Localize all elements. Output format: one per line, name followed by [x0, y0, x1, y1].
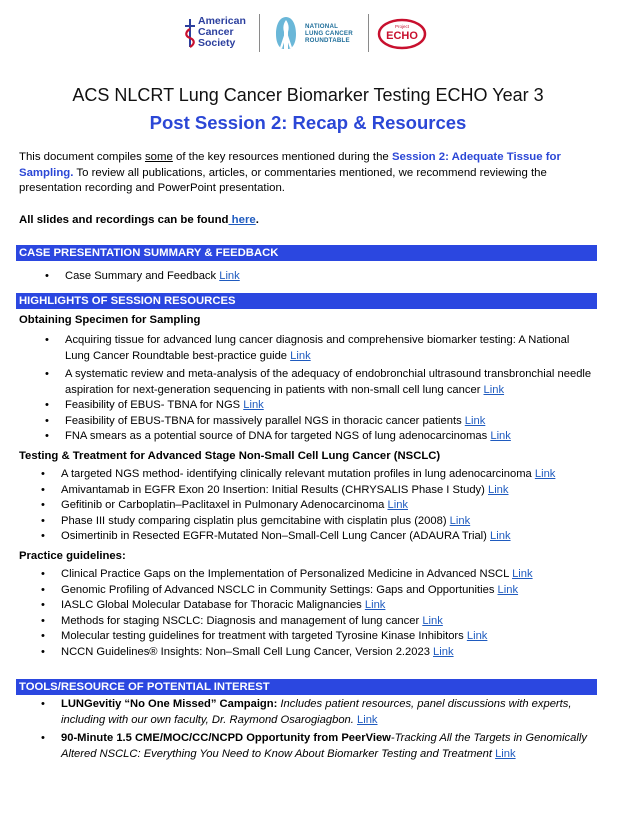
item-text: Molecular testing guidelines for treatment with targeted Tyrosine Kinase Inhibitors	[61, 630, 467, 642]
resource-link[interactable]: Link	[497, 583, 519, 596]
acs-sword-icon	[183, 18, 197, 50]
resource-link[interactable]: Link	[433, 645, 454, 658]
item-text: Amivantamab in EGFR Exon 20 Insertion: Initial Results (CHRYSALIS Phase I Study)	[61, 483, 488, 496]
resource-link[interactable]: Link	[422, 614, 443, 627]
list-item	[41, 498, 597, 514]
item-text: IASLC Global Molecular Database for Thoracic Malignancies	[61, 599, 365, 611]
list-item	[41, 731, 597, 762]
echo-logo-main: ECHO	[386, 30, 418, 42]
intro-underlined: some	[144, 151, 173, 163]
specimen-list	[45, 333, 593, 445]
resource-link[interactable]: Link	[512, 568, 533, 580]
list-item	[45, 398, 593, 414]
acs-logo-line2: Cancer	[198, 26, 234, 38]
resource-link[interactable]: Link	[290, 349, 311, 362]
intro-text-3: To review all publications, articles, or commentaries mentioned, we recommend reviewing the presentation recording and PowerPoint presentation.	[19, 166, 547, 194]
tool-description: -Tracking All the Targets in Genomically Altered NSCLC: Everything You Need to Know About Biomarker Testing and Treatment	[61, 732, 587, 760]
document-subtitle: Post Session 2: Recap & Resources	[149, 112, 467, 133]
item-text: Feasibility of EBUS- TBNA for NGS	[65, 399, 244, 411]
case-list	[45, 269, 593, 285]
item-text: Feasibility of EBUS-TBNA for massively parallel NGS in thoracic cancer patients	[65, 414, 465, 427]
project-echo-logo	[377, 18, 427, 50]
logo-divider	[368, 14, 369, 52]
resource-link[interactable]: Link	[534, 468, 556, 480]
resource-link[interactable]: Link	[495, 747, 516, 760]
all-slides-text: All slides and recordings can be found	[19, 214, 229, 226]
list-item	[41, 467, 597, 483]
resource-link[interactable]: Link	[466, 630, 488, 642]
intro-text-1: This document compiles	[19, 151, 145, 163]
resource-link[interactable]: Link	[464, 414, 486, 427]
item-text: Case Summary and Feedback	[65, 270, 220, 282]
item-text: Acquiring tissue for advanced lung cancer diagnosis and comprehensive biomarker testing: A National Lung Cancer Roundtable best-practice guide	[65, 334, 570, 362]
list-item	[41, 583, 597, 599]
item-text: Gefitinib or Carboplatin–Paclitaxel in Pulmonary Adenocarcinoma	[61, 499, 388, 511]
item-text: Genomic Profiling of Advanced NSCLC in Community Settings: Gaps and Opportunities	[61, 583, 498, 596]
tool-title: LUNGevitiy “No One Missed” Campaign:	[61, 698, 278, 710]
logo-divider	[259, 14, 260, 52]
intro-paragraph	[19, 150, 589, 197]
resource-link[interactable]: Link	[357, 713, 378, 726]
acs-logo-line1: American	[198, 15, 246, 27]
item-text: FNA smears as a potential source of DNA for targeted NGS of lung adenocarcinomas	[65, 430, 491, 442]
resource-link[interactable]: Link	[490, 430, 511, 442]
list-item	[41, 598, 597, 614]
resource-link[interactable]: Link	[387, 499, 409, 511]
list-item	[41, 483, 597, 499]
list-item	[45, 414, 593, 430]
resource-link[interactable]: Link	[487, 483, 509, 496]
echo-logo-small: Project	[394, 24, 410, 29]
resource-link[interactable]: Link	[243, 399, 264, 411]
list-item	[41, 645, 597, 661]
list-item	[41, 614, 597, 630]
nlcrt-logo-line2: LUNG CANCER	[305, 30, 353, 37]
guidelines-heading: Practice guidelines:	[19, 550, 126, 562]
list-item	[41, 529, 597, 545]
acs-logo-line3: Society	[198, 37, 236, 49]
resource-link[interactable]: Link	[449, 514, 471, 527]
item-text: NCCN Guidelines® Insights: Non–Small Cell Lung Cancer, Version 2.2023	[61, 645, 434, 658]
item-text: Clinical Practice Gaps on the Implementation of Personalized Medicine in Advanced NSCL	[61, 568, 513, 580]
logo-header	[0, 12, 640, 54]
tool-description: Includes patient resources, panel discussions with experts, including with our own faculty, Dr. Raymond Osarogiagbon.	[61, 698, 572, 726]
document-title: ACS NLCRT Lung Cancer Biomarker Testing ECHO Year 3	[72, 85, 544, 105]
section-header-highlights: HIGHLIGHTS OF SESSION RESOURCES	[16, 293, 597, 309]
all-slides-note	[19, 214, 259, 226]
list-item	[41, 567, 597, 583]
list-item	[45, 429, 593, 445]
item-text: Osimertinib in Resected EGFR-Mutated Non–Small-Cell Lung Cancer (ADAURA Trial)	[61, 530, 491, 542]
treatment-heading: Testing & Treatment for Advanced Stage Non-Small Cell Lung Cancer (NSCLC)	[19, 450, 441, 462]
item-text: Methods for staging NSCLC: Diagnosis and management of lung cancer	[61, 614, 423, 627]
nlcrt-logo-line1: NATIONAL	[305, 23, 339, 30]
list-item	[41, 697, 597, 728]
list-item	[41, 629, 597, 645]
section-header-tools: TOOLS/RESOURCE OF POTENTIAL INTEREST	[16, 679, 597, 695]
list-item	[45, 367, 593, 398]
list-item	[41, 514, 597, 530]
resource-link[interactable]: Link	[490, 530, 511, 542]
treatment-list	[41, 467, 597, 545]
tool-title: 90-Minute 1.5 CME/MOC/CC/NCPD Opportunity from PeerView	[61, 732, 391, 744]
tools-list	[41, 697, 597, 762]
guidelines-list	[41, 567, 597, 660]
intro-session-name: Session 2: Adequate Tissue for Sampling.	[19, 151, 561, 179]
item-text: A targeted NGS method- identifying clinically relevant mutation profiles in lung adenocarcinoma	[61, 468, 535, 480]
item-text: A systematic review and meta-analysis of the adequacy of endobronchial ultrasound transbronchial needle aspiration for next-generation sequencing in patients with non-small cell lung cancer	[65, 368, 592, 396]
specimen-heading: Obtaining Specimen for Sampling	[19, 314, 201, 326]
item-text: Phase III study comparing cisplatin plus gemcitabine with cisplatin plus (2008)	[61, 514, 450, 527]
list-item	[45, 269, 593, 285]
resource-link[interactable]: Link	[219, 270, 240, 282]
intro-text-2: of the key resources mentioned during the	[172, 151, 392, 163]
here-link[interactable]: here	[228, 214, 256, 226]
resource-link[interactable]: Link	[483, 383, 505, 396]
section-header-case: CASE PRESENTATION SUMMARY & FEEDBACK	[16, 245, 597, 261]
lung-ribbon-icon	[272, 14, 300, 52]
all-slides-end: .	[255, 214, 259, 226]
nlcrt-logo-line3: ROUNDTABLE	[305, 37, 350, 44]
resource-link[interactable]: Link	[364, 599, 386, 611]
list-item	[45, 333, 593, 364]
